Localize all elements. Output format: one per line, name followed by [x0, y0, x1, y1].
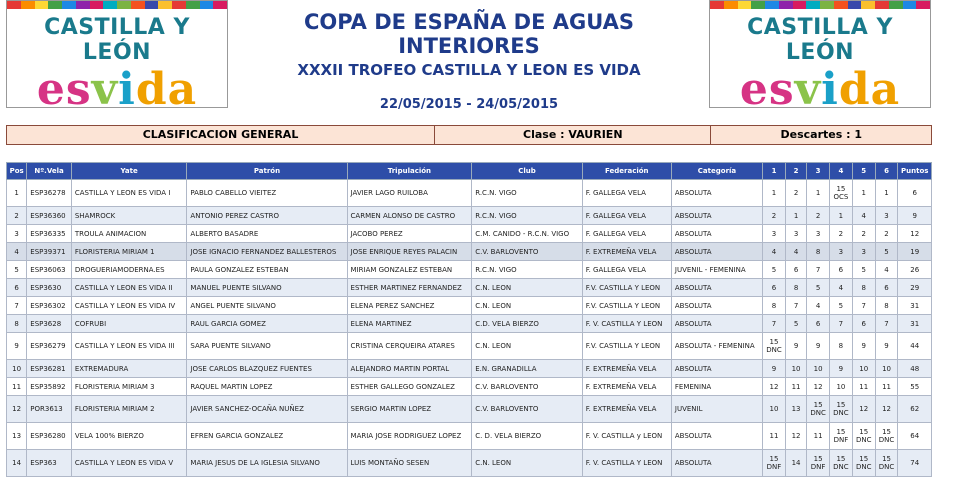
yacht-cell: EXTREMADURA [71, 360, 187, 378]
race-6-cell: 6 [875, 279, 898, 297]
position-cell: 2 [7, 207, 27, 225]
crew-cell: ESTHER GALLEGO GONZALEZ [347, 378, 472, 396]
race-2-cell: 7 [785, 297, 806, 315]
club-cell: C.N. LEON [472, 450, 582, 477]
yacht-cell: TROULA ANIMACION [71, 225, 187, 243]
race-2-cell: 9 [785, 333, 806, 360]
table-row [7, 360, 932, 378]
column-header: Patrón [187, 163, 347, 180]
column-header: 6 [875, 163, 898, 180]
sail-number-cell: ESP36281 [27, 360, 72, 378]
position-cell: 6 [7, 279, 27, 297]
race-5-cell: 8 [852, 279, 875, 297]
results-body [7, 180, 932, 477]
race-5-cell: 9 [852, 333, 875, 360]
race-4-cell: 15 DNC [830, 396, 853, 423]
race-3-cell: 7 [807, 261, 830, 279]
race-3-cell: 3 [807, 225, 830, 243]
table-row [7, 378, 932, 396]
crew-cell: ALEJANDRO MARTIN PORTAL [347, 360, 472, 378]
skipper-cell: ANTONIO PEREZ CASTRO [187, 207, 347, 225]
table-row [7, 297, 932, 315]
category-cell: ABSOLUTA [671, 207, 762, 225]
race-2-cell: 1 [785, 207, 806, 225]
category-cell: ABSOLUTA [671, 360, 762, 378]
race-4-cell: 6 [830, 261, 853, 279]
club-cell: C.N. LEON [472, 279, 582, 297]
column-header: Tripulación [347, 163, 472, 180]
race-1-cell: 11 [763, 423, 786, 450]
race-1-cell: 4 [763, 243, 786, 261]
federation-cell: F. GALLEGA VELA [582, 261, 671, 279]
logo-es-vida: esvida [739, 64, 901, 108]
table-header-row [7, 163, 932, 180]
race-3-cell: 12 [807, 378, 830, 396]
sail-number-cell: ESP39371 [27, 243, 72, 261]
category-cell: ABSOLUTA [671, 450, 762, 477]
race-4-cell: 2 [830, 225, 853, 243]
yacht-cell: CASTILLA Y LEON ES VIDA I [71, 180, 187, 207]
race-5-cell: 11 [852, 378, 875, 396]
position-cell: 4 [7, 243, 27, 261]
header [232, 0, 706, 112]
points-cell: 6 [898, 180, 932, 207]
column-header: Nº.Vela [27, 163, 72, 180]
category-cell: ABSOLUTA [671, 243, 762, 261]
sail-number-cell: POR3613 [27, 396, 72, 423]
club-cell: C.D. VELA BIERZO [472, 315, 582, 333]
skipper-cell: JOSE CARLOS BLAZQUEZ FUENTES [187, 360, 347, 378]
federation-cell: F. GALLEGA VELA [582, 225, 671, 243]
race-6-cell: 2 [875, 225, 898, 243]
position-cell: 14 [7, 450, 27, 477]
table-row [7, 279, 932, 297]
category-cell: JUVENIL - FEMENINA [671, 261, 762, 279]
table-row [7, 261, 932, 279]
skipper-cell: JAVIER SANCHEZ-OCAÑA NUÑEZ [187, 396, 347, 423]
table-row [7, 180, 932, 207]
race-2-cell: 10 [785, 360, 806, 378]
castilla-leon-logo-right [709, 0, 931, 108]
race-3-cell: 4 [807, 297, 830, 315]
category-cell: ABSOLUTA [671, 315, 762, 333]
position-cell: 10 [7, 360, 27, 378]
race-4-cell: 5 [830, 297, 853, 315]
race-2-cell: 2 [785, 180, 806, 207]
race-6-cell: 10 [875, 360, 898, 378]
race-1-cell: 6 [763, 279, 786, 297]
yacht-cell: CASTILLA Y LEON ES VIDA III [71, 333, 187, 360]
race-3-cell: 2 [807, 207, 830, 225]
race-6-cell: 8 [875, 297, 898, 315]
column-header: 5 [852, 163, 875, 180]
race-5-cell: 7 [852, 297, 875, 315]
position-cell: 12 [7, 396, 27, 423]
federation-cell: F. GALLEGA VELA [582, 207, 671, 225]
club-cell: C.N. LEON [472, 297, 582, 315]
club-cell: C.N. LEON [472, 333, 582, 360]
race-1-cell: 9 [763, 360, 786, 378]
race-5-cell: 1 [852, 180, 875, 207]
skipper-cell: SARA PUENTE SILVANO [187, 333, 347, 360]
column-header: Pos [7, 163, 27, 180]
race-2-cell: 3 [785, 225, 806, 243]
points-cell: 48 [898, 360, 932, 378]
federation-cell: F.V. CASTILLA Y LEON [582, 297, 671, 315]
federation-cell: F. V. CASTILLA Y LEON [582, 315, 671, 333]
club-cell: R.C.N. VIGO [472, 261, 582, 279]
sail-number-cell: ESP36063 [27, 261, 72, 279]
table-row [7, 450, 932, 477]
race-6-cell: 7 [875, 315, 898, 333]
race-2-cell: 8 [785, 279, 806, 297]
race-3-cell: 11 [807, 423, 830, 450]
race-1-cell: 8 [763, 297, 786, 315]
crew-cell: LUIS MONTAÑO SESEN [347, 450, 472, 477]
race-2-cell: 11 [785, 378, 806, 396]
race-1-cell: 15 DNC [763, 333, 786, 360]
race-2-cell: 6 [785, 261, 806, 279]
race-4-cell: 15 OCS [830, 180, 853, 207]
crew-cell: JACOBO PEREZ [347, 225, 472, 243]
yacht-cell: CASTILLA Y LEON ES VIDA IV [71, 297, 187, 315]
sail-number-cell: ESP36302 [27, 297, 72, 315]
sail-number-cell: ESP3628 [27, 315, 72, 333]
club-cell: C.V. BARLOVENTO [472, 243, 582, 261]
table-row [7, 207, 932, 225]
race-5-cell: 3 [852, 243, 875, 261]
skipper-cell: ALBERTO BASADRE [187, 225, 347, 243]
race-6-cell: 15 DNC [875, 423, 898, 450]
race-5-cell: 10 [852, 360, 875, 378]
race-2-cell: 13 [785, 396, 806, 423]
club-cell: R.C.N. VIGO [472, 207, 582, 225]
skipper-cell: JOSE IGNACIO FERNANDEZ BALLESTEROS [187, 243, 347, 261]
skipper-cell: PABLO CABELLO VIEITEZ [187, 180, 347, 207]
race-5-cell: 12 [852, 396, 875, 423]
race-5-cell: 6 [852, 315, 875, 333]
logo-es-vida: esvida [36, 64, 198, 108]
column-header: 3 [807, 163, 830, 180]
race-3-cell: 15 DNC [807, 396, 830, 423]
yacht-cell: SHAMROCK [71, 207, 187, 225]
race-4-cell: 4 [830, 279, 853, 297]
race-4-cell: 9 [830, 360, 853, 378]
crew-cell: CARMEN ALONSO DE CASTRO [347, 207, 472, 225]
race-2-cell: 12 [785, 423, 806, 450]
yacht-cell: CASTILLA Y LEON ES VIDA V [71, 450, 187, 477]
race-4-cell: 8 [830, 333, 853, 360]
federation-cell: F.V. CASTILLA Y LEON [582, 279, 671, 297]
category-cell: ABSOLUTA [671, 423, 762, 450]
discards-label: Descartes : 1 [780, 128, 862, 141]
skipper-cell: RAUL GARCIA GOMEZ [187, 315, 347, 333]
table-row [7, 396, 932, 423]
federation-cell: F. V. CASTILLA y LEON [582, 423, 671, 450]
sail-number-cell: ESP36335 [27, 225, 72, 243]
race-6-cell: 1 [875, 180, 898, 207]
points-cell: 12 [898, 225, 932, 243]
race-6-cell: 11 [875, 378, 898, 396]
race-2-cell: 5 [785, 315, 806, 333]
column-header: Puntos [898, 163, 932, 180]
race-3-cell: 9 [807, 333, 830, 360]
table-row [7, 225, 932, 243]
column-header: 4 [830, 163, 853, 180]
results-table [6, 162, 932, 477]
race-1-cell: 15 DNF [763, 450, 786, 477]
class-label: Clase : VAURIEN [435, 126, 711, 144]
category-cell: ABSOLUTA [671, 279, 762, 297]
race-3-cell: 6 [807, 315, 830, 333]
federation-cell: F. EXTREMEÑA VELA [582, 378, 671, 396]
yacht-cell: DROGUERIAMODERNA.ES [71, 261, 187, 279]
club-cell: C. D. VELA BIERZO [472, 423, 582, 450]
race-5-cell: 15 DNC [852, 450, 875, 477]
column-header: Categoría [671, 163, 762, 180]
race-2-cell: 4 [785, 243, 806, 261]
sail-number-cell: ESP36360 [27, 207, 72, 225]
points-cell: 31 [898, 315, 932, 333]
race-1-cell: 3 [763, 225, 786, 243]
race-3-cell: 1 [807, 180, 830, 207]
category-cell: ABSOLUTA [671, 225, 762, 243]
points-cell: 55 [898, 378, 932, 396]
federation-cell: F. GALLEGA VELA [582, 180, 671, 207]
yacht-cell: CASTILLA Y LEON ES VIDA II [71, 279, 187, 297]
race-4-cell: 10 [830, 378, 853, 396]
table-row [7, 243, 932, 261]
yacht-cell: COFRUBI [71, 315, 187, 333]
race-4-cell: 15 DNC [830, 450, 853, 477]
crew-cell: CRISTINA CERQUEIRA ATARES [347, 333, 472, 360]
crew-cell: JAVIER LAGO RUILOBA [347, 180, 472, 207]
race-4-cell: 7 [830, 315, 853, 333]
logo-stripes [7, 1, 227, 9]
category-cell: ABSOLUTA - FEMENINA [671, 333, 762, 360]
race-6-cell: 9 [875, 333, 898, 360]
position-cell: 8 [7, 315, 27, 333]
skipper-cell: RAQUEL MARTIN LOPEZ [187, 378, 347, 396]
skipper-cell: ANGEL PUENTE SILVANO [187, 297, 347, 315]
column-header: Federación [582, 163, 671, 180]
position-cell: 5 [7, 261, 27, 279]
race-1-cell: 1 [763, 180, 786, 207]
category-cell: ABSOLUTA [671, 180, 762, 207]
table-row [7, 315, 932, 333]
points-cell: 44 [898, 333, 932, 360]
logo-top-text: CASTILLA Y LEÓN [44, 15, 190, 65]
points-cell: 19 [898, 243, 932, 261]
race-1-cell: 10 [763, 396, 786, 423]
crew-cell: ELENA MARTINEZ [347, 315, 472, 333]
table-row [7, 423, 932, 450]
race-3-cell: 15 DNF [807, 450, 830, 477]
federation-cell: F. EXTREMEÑA VELA [582, 396, 671, 423]
yacht-cell: VELA 100% BIERZO [71, 423, 187, 450]
points-cell: 29 [898, 279, 932, 297]
sail-number-cell: ESP35892 [27, 378, 72, 396]
club-cell: R.C.N. VIGO [472, 180, 582, 207]
category-cell: FEMENINA [671, 378, 762, 396]
position-cell: 9 [7, 333, 27, 360]
race-3-cell: 8 [807, 243, 830, 261]
federation-cell: F. EXTREMEÑA VELA [582, 360, 671, 378]
position-cell: 13 [7, 423, 27, 450]
points-cell: 26 [898, 261, 932, 279]
race-4-cell: 15 DNF [830, 423, 853, 450]
race-5-cell: 5 [852, 261, 875, 279]
sail-number-cell: ESP36280 [27, 423, 72, 450]
race-6-cell: 5 [875, 243, 898, 261]
skipper-cell: EFREN GARCIA GONZALEZ [187, 423, 347, 450]
sail-number-cell: ESP3630 [27, 279, 72, 297]
yacht-cell: FLORISTERIA MIRIAM 2 [71, 396, 187, 423]
position-cell: 3 [7, 225, 27, 243]
skipper-cell: MANUEL PUENTE SILVANO [187, 279, 347, 297]
logo-stripes [710, 1, 930, 9]
race-5-cell: 15 DNC [852, 423, 875, 450]
position-cell: 7 [7, 297, 27, 315]
column-header: Club [472, 163, 582, 180]
race-1-cell: 5 [763, 261, 786, 279]
position-cell: 1 [7, 180, 27, 207]
page-subtitle: XXXII TROFEO CASTILLA Y LEON ES VIDA [297, 61, 641, 79]
race-1-cell: 12 [763, 378, 786, 396]
race-2-cell: 14 [785, 450, 806, 477]
race-3-cell: 10 [807, 360, 830, 378]
category-cell: ABSOLUTA [671, 297, 762, 315]
club-cell: C.M. CANIDO - R.C.N. VIGO [472, 225, 582, 243]
classification-bar [6, 125, 932, 145]
club-cell: C.V. BARLOVENTO [472, 378, 582, 396]
club-cell: C.V. BARLOVENTO [472, 396, 582, 423]
sail-number-cell: ESP36279 [27, 333, 72, 360]
crew-cell: ELENA PEREZ SANCHEZ [347, 297, 472, 315]
yacht-cell: FLORISTERIA MIRIAM 1 [71, 243, 187, 261]
points-cell: 74 [898, 450, 932, 477]
event-dates: 22/05/2015 - 24/05/2015 [379, 97, 559, 112]
race-6-cell: 3 [875, 207, 898, 225]
points-cell: 31 [898, 297, 932, 315]
page-title: COPA DE ESPAÑA DE AGUAS INTERIORES [303, 10, 635, 58]
race-1-cell: 2 [763, 207, 786, 225]
skipper-cell: MARIA JESUS DE LA IGLESIA SILVANO [187, 450, 347, 477]
race-3-cell: 5 [807, 279, 830, 297]
race-6-cell: 4 [875, 261, 898, 279]
sail-number-cell: ESP36278 [27, 180, 72, 207]
federation-cell: F. V. CASTILLA Y LEON [582, 450, 671, 477]
points-cell: 9 [898, 207, 932, 225]
points-cell: 62 [898, 396, 932, 423]
castilla-leon-logo-left [6, 0, 228, 108]
position-cell: 11 [7, 378, 27, 396]
column-header: 2 [785, 163, 806, 180]
race-1-cell: 7 [763, 315, 786, 333]
category-cell: JUVENIL [671, 396, 762, 423]
skipper-cell: PAULA GONZALEZ ESTEBAN [187, 261, 347, 279]
federation-cell: F.V. CASTILLA Y LEON [582, 333, 671, 360]
race-4-cell: 3 [830, 243, 853, 261]
club-cell: E.N. GRANADILLA [472, 360, 582, 378]
yacht-cell: FLORISTERIA MIRIAM 3 [71, 378, 187, 396]
points-cell: 64 [898, 423, 932, 450]
federation-cell: F. EXTREMEÑA VELA [582, 243, 671, 261]
race-5-cell: 2 [852, 225, 875, 243]
crew-cell: SERGIO MARTIN LOPEZ [347, 396, 472, 423]
crew-cell: JOSE ENRIQUE REYES PALACIN [347, 243, 472, 261]
crew-cell: MIRIAM GONZALEZ ESTEBAN [347, 261, 472, 279]
race-5-cell: 4 [852, 207, 875, 225]
general-classification-label: CLASIFICACION GENERAL [7, 126, 435, 144]
sail-number-cell: ESP363 [27, 450, 72, 477]
column-header: 1 [763, 163, 786, 180]
crew-cell: ESTHER MARTINEZ FERNANDEZ [347, 279, 472, 297]
race-6-cell: 15 DNC [875, 450, 898, 477]
table-row [7, 333, 932, 360]
race-4-cell: 1 [830, 207, 853, 225]
column-header: Yate [71, 163, 187, 180]
crew-cell: MARIA JOSE RODRIGUEZ LOPEZ [347, 423, 472, 450]
logo-top-text: CASTILLA Y LEÓN [747, 15, 893, 65]
race-6-cell: 12 [875, 396, 898, 423]
